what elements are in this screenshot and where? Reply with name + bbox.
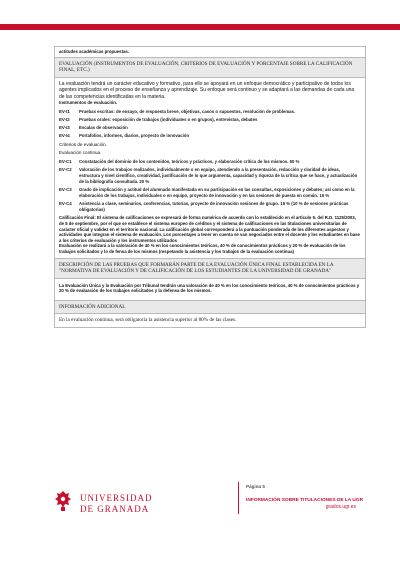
criterio-row [59,201,361,213]
intro-fragment: actitudes académicas propuestas. [59,49,129,54]
instrumento-row [59,125,361,131]
unica-title: DESCRIPCIÓN DE LAS PRUEBAS QUE FORMARÁN PARTE DE LA EVALUACIÓN ÚNICA FINAL ESTABLECIDA EN LA "NORMATIVA DE EVALUACIÓN Y DE CALIFICACIÓN DE LOS ESTUDIANTES DE LA UNIVERSIDAD DE GRANADA" [59,261,334,275]
instrumento-code: EV-I2 [59,116,70,122]
criterio-code: EV-C2 [59,167,72,173]
university-crest-icon [54,490,72,512]
instrumento-text: Escalas de observación [79,125,128,131]
evaluacion-title: EVALUACIÓN (INSTRUMENTOS DE EVALUACIÓN, CRITERIOS DE EVALUACIÓN Y PORCENTAJE SOBRE LA CALIFICACIÓN FINAL, ETC.) [59,60,353,74]
adicional-title: INFORMACIÓN ADICIONAL [59,303,126,310]
criterio-text: Constatación del dominio de los contenidos, teóricos y prácticos, y elaboración crítica de los mismos. 50 % [79,158,300,164]
page-number: Página 5 [246,484,265,489]
adicional-body [54,314,366,328]
criterio-text: Asistencia a clase, seminarios, conferencias, tutorías, proyecto de innovación sesiones de grupo. 15 % (10 % de sesiones prácticas obligatorias) [79,201,349,213]
criterio-row [59,167,361,184]
continua-label: Evaluación continua. [59,150,102,156]
adicional-header [54,301,366,315]
instrumento-code: EV-I3 [59,125,70,131]
instrumento-text: Pruebas orales: exposición de trabajos (individuales o en grupos), entrevistas, debates [79,116,258,122]
university-logo [54,490,224,530]
top-bar [0,0,400,34]
footer-info [246,484,376,510]
instrumento-row [59,117,361,123]
criterio-code: EV-C3 [59,187,72,193]
criterio-text: Valoración de los trabajos realizados, individualmente o en equipo, atendiendo a la presentación, redacción y claridad de ideas, estructura y nivel científico, creatividad, justificación de lo que argumenta, capacidad y riqueza de la crítica que se hace, y actualización de la bibliografía consultada. 20 % [79,167,358,184]
criterio-row [59,159,361,165]
instrumentos-label: Instrumentos de evaluación. [59,100,118,105]
criterio-text: Grado de implicación y actitud del alumnado manifestada en su participación en las consultas, exposiciones y debates; así como en la elaboración de los trabajos, individuales o en equipo, proyecto de innovación y en las sesiones de puesta en común. 15 % [79,187,355,198]
unica-body [54,279,366,301]
logo-line-2: DE GRANADA [80,504,150,514]
evaluacion-header [54,58,366,78]
instrumento-text: Portafolios, informes, diarios, proyecto de innovación [79,133,190,139]
intro-fragment-cell [54,46,366,58]
footer-divider [238,482,239,514]
instrumento-code: EV-I1 [59,108,70,114]
instrumento-row [59,109,361,115]
instrumento-row [59,133,361,139]
adicional-text: En la evaluación continua, será obligatoria la asistencia superior al 80% de las clases. [59,317,237,324]
guide-table [54,46,366,328]
calificacion-final: Calificación Final: El sistema de calificaciones se expresará de forma numérica de acuerdo con lo establecido en el artículo 5. del R.D. 1125/2003, de 5 de septiembre, por el que se establece el sistema europeo de créditos y el sistema de calificaciones en las titulaciones universitarias de carácter oficial y validez en el territorio nacional. La calificación global corresponderá a la puntuación ponderada de los diferentes aspectos y actividades que integran el sistema de evaluación. Los porcentajes a tener en cuenta se van negociados entre el docente y los estudiantes en base a los criterios de evaluación y los instrumentos utilizados [59,215,360,243]
info-title: INFORMACIÓN SOBRE TITULACIONES DE LA UGR [246,498,364,503]
info-link[interactable]: grados.ugr.es [325,504,356,510]
criterio-code: EV-C1 [59,158,72,164]
evaluacion-body [54,78,366,259]
criterio-row [59,187,361,199]
instrumento-code: EV-I4 [59,133,70,139]
unica-text: La Evaluación Única y la Evaluación por Tribunal tendrán una valoración de 40 % en los conocimiento teóricos, 40 % de conocimientos prácticos y 20 % de evaluación de los trabajos solicitados y la defensa de los mismos. [59,282,360,294]
unica-header [54,259,366,279]
criterios-label: Criterios de evaluación. [59,141,108,147]
top-red-rule [0,24,400,30]
criterio-code: EV-C4 [59,201,72,207]
evaluacion-intro: La evaluación tendrá un carácter educativo y formativo, para ello se apoyará en un enfoque democrático y participativo de todos los agentes implicados en el proceso de enseñanza y aprendizaje. Su enfoque será continuo y se adaptará a las demandas de cada una de las competencias identificadas en la materia. [59,80,355,100]
instrumento-text: Pruebas escritas: de ensayo, de respuesta breve, objetivas, casos o supuestos, resolución de problemas. [79,108,296,114]
evaluacion-realiza: Evaluación se realizará a la valoración de 40 % en los conocimientos teóricos, 40 % de conocimientos prácticos y 20 % de evaluación de los trabajos solicitados y lo de fensa de los mismos (respetando la asistencia y los trabajos de la evaluación continua) [59,243,346,254]
logo-line-1: UNIVERSIDAD [80,493,153,503]
